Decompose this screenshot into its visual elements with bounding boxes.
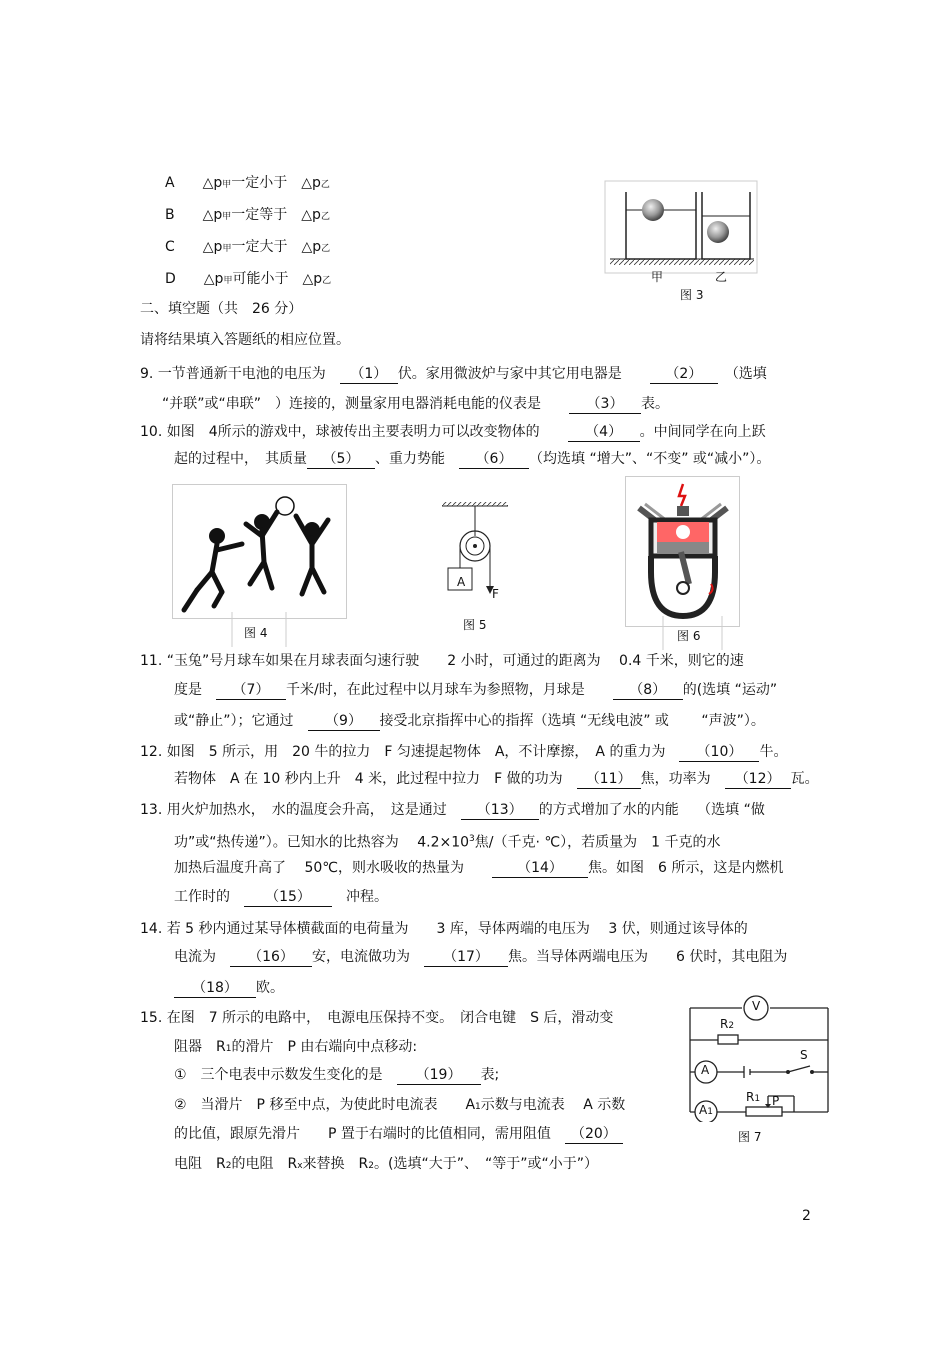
- question-15-line3: ① 三个电表中示数发生变化的是 （19） 表;: [174, 1067, 500, 1083]
- question-14-line2: 电流为 （16） 安，电流做功为 （17） 焦。当导体两端电压为 6 伏时，其电阻为: [174, 949, 788, 965]
- fig7-p-label: P: [772, 1094, 780, 1108]
- option-d: D △p甲可能小于 △p乙: [165, 271, 332, 287]
- section-title: 二、填空题（共 26 分）: [140, 301, 303, 317]
- question-15-line1: 15. 在图 7 所示的电路中， 电源电压保持不变。 闭合电键 S 后，滑动变: [140, 1010, 614, 1026]
- question-13-line2: 功”或“热传递”）。已知水的比热容为 $4.2\times 10^3$焦/（千克· ℃），若质量为 1 千克的水: [174, 834, 721, 851]
- blank-6: （6）: [459, 450, 529, 469]
- fig4-caption: 图 4: [244, 626, 268, 640]
- fig5-force-label: F: [492, 587, 499, 601]
- blank-14: （14）: [492, 859, 588, 878]
- option-c: C △p甲一定大于 △p乙: [165, 239, 331, 255]
- fig7-r2-label: R2: [720, 1017, 735, 1031]
- question-14-line3: （18） 欧。: [174, 979, 284, 998]
- blank-18: （18）: [174, 979, 256, 998]
- blank-11: （11）: [577, 770, 641, 789]
- blank-4: （4）: [568, 423, 640, 442]
- blank-16: （16）: [230, 948, 312, 967]
- figure-4-ball-game: [172, 484, 348, 620]
- question-15-line6: 电阻 R2的电阻 Rx来替换 R2。(选填“大于”、 “等于”或“小于”）: [174, 1156, 598, 1172]
- question-11-line2: 度是 （7） 千米/时，在此过程中以月球车为参照物，月球是 （8） 的(选填 “运动”: [174, 682, 778, 698]
- blank-19: （19）: [397, 1066, 481, 1085]
- blank-17: （17）: [424, 948, 508, 967]
- blank-5: （5）: [307, 450, 375, 469]
- resistor-r2: [718, 1035, 738, 1044]
- blank-7: （7）: [216, 681, 286, 700]
- rheostat-r1: [746, 1107, 782, 1116]
- fig7-v-label: V: [752, 999, 761, 1013]
- figure-5-pulley: [438, 500, 518, 606]
- question-12-line1: 12. 如图 5 所示，用 20 牛的拉力 F 匀速提起物体 A，不计摩擦， A 的重力为 （10） 牛。: [140, 744, 788, 760]
- question-14-line1: 14. 若 5 秒内通过某导体横截面的电荷量为 3 库，导体两端的电压为 3 伏，则通过该导体的: [140, 921, 748, 937]
- fig7-a-label: A: [701, 1063, 710, 1077]
- blank-1: （1）: [340, 365, 398, 384]
- blank-10: （10）: [679, 743, 759, 762]
- question-10-line2: 起的过程中， 其质量 （5） 、重力势能 （6） （均选填 “增大”、“不变” 或“减小”）。: [174, 451, 771, 467]
- option-b: B △p甲一定等于 △p乙: [165, 207, 330, 223]
- fig3-label-jia: 甲: [651, 270, 664, 284]
- fig7-caption: 图 7: [738, 1130, 762, 1144]
- fig5-block-label: A: [457, 575, 466, 589]
- question-15-line4: ② 当滑片 P 移至中点，为使此时电流表 A1示数与电流表 A 示数: [174, 1097, 626, 1113]
- blank-13: （13）: [461, 801, 539, 820]
- ball-jia: [642, 199, 664, 221]
- question-15-line5: 的比值，跟原先滑片 P 置于右端时的比值相同，需用阻值 （20）: [174, 1125, 623, 1144]
- question-13-line4: 工作时的 （15） 冲程。: [174, 889, 388, 905]
- figure-6-engine: [625, 476, 741, 628]
- figure-3-containers: [604, 180, 760, 280]
- blank-15: （15）: [244, 888, 332, 907]
- fig7-r1-label: R1: [746, 1090, 761, 1104]
- ball-yi: [707, 221, 729, 243]
- fig5-caption: 图 5: [463, 618, 487, 632]
- fig7-s-label: S: [800, 1048, 808, 1062]
- blank-2: （2）: [650, 365, 718, 384]
- question-9-line2: “并联”或“串联” ）连接的，测量家用电器消耗电能的仪表是 （3） 表。: [162, 396, 670, 412]
- blank-20: （20）: [565, 1125, 623, 1144]
- question-9-line1: 9. 一节普通新干电池的电压为 （1） 伏。家用微波炉与家中其它用电器是 （2） （选填: [140, 366, 767, 382]
- blank-9: （9）: [308, 712, 380, 731]
- section-instruction: 请将结果填入答题纸的相应位置。: [140, 332, 350, 348]
- question-10-line1: 10. 如图 4所示的游戏中，球被传出主要表明力可以改变物体的 （4） 。中间同学在向上跃: [140, 424, 766, 440]
- question-11-line3: 或“静止”）；它通过 （9） 接受北京指挥中心的指挥（选填 “无线电波” 或 “声波”）。: [174, 713, 765, 729]
- blank-3: （3）: [569, 395, 641, 414]
- fig3-caption: 图 3: [680, 288, 704, 302]
- blank-12: （12）: [725, 770, 791, 789]
- question-15-line2: 阻器 R1的滑片 P 由右端向中点移动:: [174, 1039, 418, 1055]
- question-11-line1: 11. “玉兔”号月球车如果在月球表面匀速行驶 2 小时，可通过的距离为 0.4 千米，则它的速: [140, 653, 744, 669]
- question-13-line1: 13. 用火炉加热水， 水的温度会升高， 这是通过 （13） 的方式增加了水的内能 （选填 “做: [140, 802, 765, 818]
- blank-8: （8）: [613, 681, 683, 700]
- spark-icon: [679, 484, 685, 506]
- question-13-line3: 加热后温度升高了 50℃，则水吸收的热量为 （14） 焦。如图 6 所示，这是内燃机: [174, 860, 784, 876]
- question-12-line2: 若物体 A 在 10 秒内上升 4 米，此过程中拉力 F 做的功为 （11） 焦，功率为 （12） 瓦。: [174, 771, 819, 787]
- fig6-caption: 图 6: [677, 629, 701, 643]
- fig7-a1-label: A1: [699, 1103, 713, 1117]
- option-a: A △p甲一定小于 △p乙: [165, 175, 330, 191]
- page-number: 2: [802, 1208, 811, 1224]
- fig3-label-yi: 乙: [715, 270, 728, 284]
